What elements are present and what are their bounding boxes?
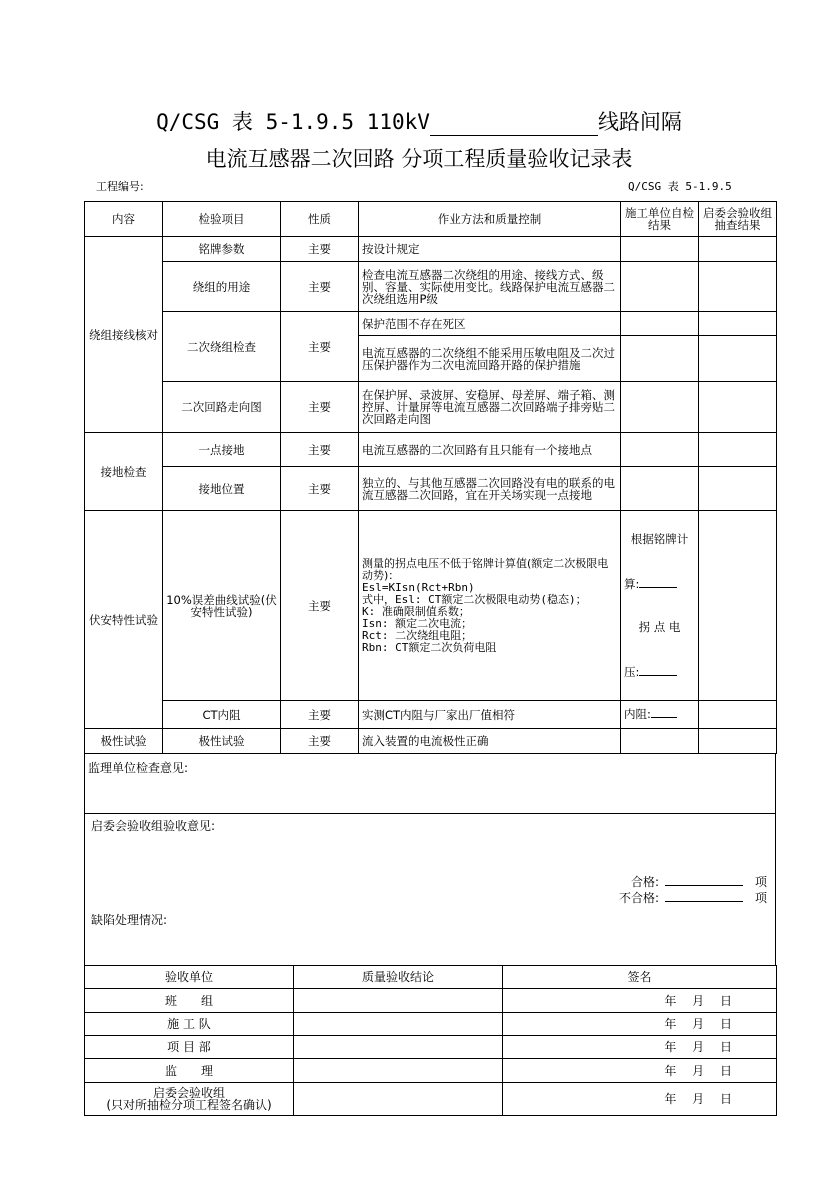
item: 二次绕组检查: [163, 312, 281, 382]
supervision-opinion[interactable]: [85, 754, 776, 814]
nature: 主要: [281, 511, 359, 701]
conclusion-cell[interactable]: [294, 989, 503, 1013]
nature: 主要: [281, 312, 359, 382]
date-cell[interactable]: 年 月 日: [503, 989, 777, 1013]
result-label: 压:: [624, 664, 640, 679]
calc-blank[interactable]: [639, 587, 677, 588]
group-volt-ampere: 伏安特性试验: [85, 511, 163, 729]
result-label: 算:: [624, 576, 640, 591]
line-name-blank[interactable]: [430, 115, 598, 136]
group-grounding: 接地检查: [85, 433, 163, 511]
fail-label: 不合格:: [618, 891, 659, 905]
header-item: 检验项目: [163, 202, 281, 237]
method: 在保护屏、录波屏、安稳屏、母差屏、端子箱、测控屏、计量屏等电流互感器二次回路端子排旁贴二次回路走向图: [359, 382, 621, 433]
self-check-cell[interactable]: [621, 511, 699, 701]
spot-check-cell[interactable]: [699, 729, 777, 754]
method: [359, 511, 621, 701]
header-conclusion: 质量验收结论: [294, 966, 503, 989]
self-check-cell[interactable]: [621, 312, 699, 336]
self-check-cell[interactable]: [621, 467, 699, 511]
signature-table: [84, 965, 777, 1116]
title-line-1: [0, 106, 838, 136]
opinions-table: [84, 753, 776, 966]
date-cell[interactable]: 年 月 日: [503, 1013, 777, 1036]
item: 二次回路走向图: [163, 382, 281, 433]
table-header-row: [85, 202, 777, 237]
pass-count-blank[interactable]: [665, 885, 743, 886]
method-line: 测量的拐点电压不低于铭牌计算值(额定二次极限电动势)：: [362, 556, 609, 582]
unit-name: 班 组: [85, 989, 294, 1013]
item: CT内阻: [163, 701, 281, 729]
date-cell[interactable]: 年 月 日: [503, 1059, 777, 1083]
table-row: [85, 312, 777, 336]
date-cell[interactable]: 年 月 日: [503, 1083, 777, 1116]
spot-check-cell[interactable]: [699, 382, 777, 433]
item: 10%误差曲线试验(伏安特性试验): [163, 511, 281, 701]
committee-note: (只对所抽检分项工程签名确认): [106, 1098, 272, 1112]
method-line: Esl=KIsn(Rct+Rbn): [362, 580, 475, 594]
conclusion-cell[interactable]: [294, 1083, 503, 1116]
spot-check-cell[interactable]: [699, 336, 777, 382]
self-check-cell[interactable]: [621, 262, 699, 312]
header-nature: 性质: [281, 202, 359, 237]
project-number-label: 工程编号:: [96, 180, 144, 193]
nature: 主要: [281, 382, 359, 433]
header-method: 作业方法和质量控制: [359, 202, 621, 237]
method-line: Rct: 二次绕组电阻；: [362, 628, 473, 642]
item: 极性试验: [163, 729, 281, 754]
nature: 主要: [281, 467, 359, 511]
method: 独立的、与其他互感器二次回路没有电的联系的电流互感器二次回路，宜在开关场实现一点接地: [359, 467, 621, 511]
self-check-cell[interactable]: [621, 433, 699, 467]
voltage-blank[interactable]: [639, 675, 677, 676]
nature: 主要: [281, 701, 359, 729]
unit-label: 项: [754, 875, 767, 889]
table-row: [85, 237, 777, 262]
spot-check-cell[interactable]: [699, 262, 777, 312]
unit-name: 监 理: [85, 1059, 294, 1083]
unit-label: 项: [754, 891, 767, 905]
header-content: 内容: [85, 202, 163, 237]
item: 接地位置: [163, 467, 281, 511]
nature: 主要: [281, 729, 359, 754]
item: 一点接地: [163, 433, 281, 467]
conclusion-cell[interactable]: [294, 1036, 503, 1059]
spot-check-cell[interactable]: [699, 312, 777, 336]
table-row: [85, 701, 777, 729]
result-label: 拐 点 电: [638, 619, 681, 634]
inspection-table: [84, 201, 777, 754]
title-line-2: 电流互感器二次回路 分项工程质量验收记录表: [205, 147, 633, 171]
supervision-label: 监理单位检查意见:: [88, 761, 189, 775]
self-check-cell[interactable]: [621, 701, 699, 729]
header-signature: 签名: [503, 966, 777, 989]
nature: 主要: [281, 237, 359, 262]
group-polarity: 极性试验: [85, 729, 163, 754]
unit-name: 项 目 部: [85, 1036, 294, 1059]
self-check-cell[interactable]: [621, 382, 699, 433]
table-row: [85, 467, 777, 511]
method-line: K: 准确限制值系数；: [362, 604, 470, 618]
spot-check-cell[interactable]: [699, 467, 777, 511]
title-prefix: Q/CSG 表 5-1.9.5 110kV: [156, 110, 430, 134]
table-row: [85, 433, 777, 467]
method-line: Rbn: CT额定二次负荷电阻: [362, 640, 497, 654]
pass-label: 合格:: [630, 875, 659, 889]
method: 检查电流互感器二次绕组的用途、接线方式、级别、容量、实际使用变比。线路保护电流互感器二次绕组选用P级: [359, 262, 621, 312]
header-self-check: 施工单位自检结果: [621, 202, 699, 237]
group-winding: 绕组接线核对: [85, 237, 163, 433]
method: 流入装置的电流极性正确: [359, 729, 621, 754]
fail-count-blank[interactable]: [665, 901, 743, 902]
header-unit: 验收单位: [85, 966, 294, 989]
method-line: Isn: 额定二次电流；: [362, 616, 473, 630]
result-label: 根据铭牌计: [630, 531, 689, 546]
table-row: [85, 262, 777, 312]
title-suffix: 线路间隔: [597, 110, 682, 134]
table-row: [85, 729, 777, 754]
result-label: 内阻:: [624, 707, 651, 721]
method-line: 式中，Esl: CT额定二次极限电动势(稳态)；: [362, 592, 587, 606]
self-check-cell[interactable]: [621, 336, 699, 382]
method: 按设计规定: [359, 237, 621, 262]
item: 铭牌参数: [163, 237, 281, 262]
nature: 主要: [281, 262, 359, 312]
defect-label: 缺陷处理情况:: [91, 913, 168, 927]
spot-check-cell[interactable]: [699, 511, 777, 701]
unit-name: [85, 1083, 294, 1116]
table-row: [85, 511, 777, 701]
nature: 主要: [281, 433, 359, 467]
resistance-blank[interactable]: [651, 717, 677, 718]
committee-unit: 启委会验收组: [152, 1086, 225, 1100]
conclusion-cell[interactable]: [294, 1059, 503, 1083]
method: 电流互感器的二次绕组不能采用压敏电阻及二次过压保护器作为二次电流回路开路的保护措施: [359, 336, 621, 382]
method: 实测CT内阻与厂家出厂值相符: [359, 701, 621, 729]
table-row: [85, 382, 777, 433]
date-cell[interactable]: 年 月 日: [503, 1036, 777, 1059]
item: 绕组的用途: [163, 262, 281, 312]
method: 电流互感器的二次回路有且只能有一个接地点: [359, 433, 621, 467]
self-check-cell[interactable]: [621, 237, 699, 262]
committee-label: 启委会验收组验收意见:: [91, 819, 216, 833]
spot-check-cell[interactable]: [699, 433, 777, 467]
method: 保护范围不存在死区: [359, 312, 621, 336]
spot-check-cell[interactable]: [699, 701, 777, 729]
spot-check-cell[interactable]: [699, 237, 777, 262]
unit-name: 施 工 队: [85, 1013, 294, 1036]
self-check-cell[interactable]: [621, 729, 699, 754]
committee-opinion[interactable]: [85, 814, 776, 966]
header-spot-check: 启委会验收组抽查结果: [699, 202, 777, 237]
conclusion-cell[interactable]: [294, 1013, 503, 1036]
form-code: Q/CSG 表 5-1.9.5: [628, 180, 732, 193]
